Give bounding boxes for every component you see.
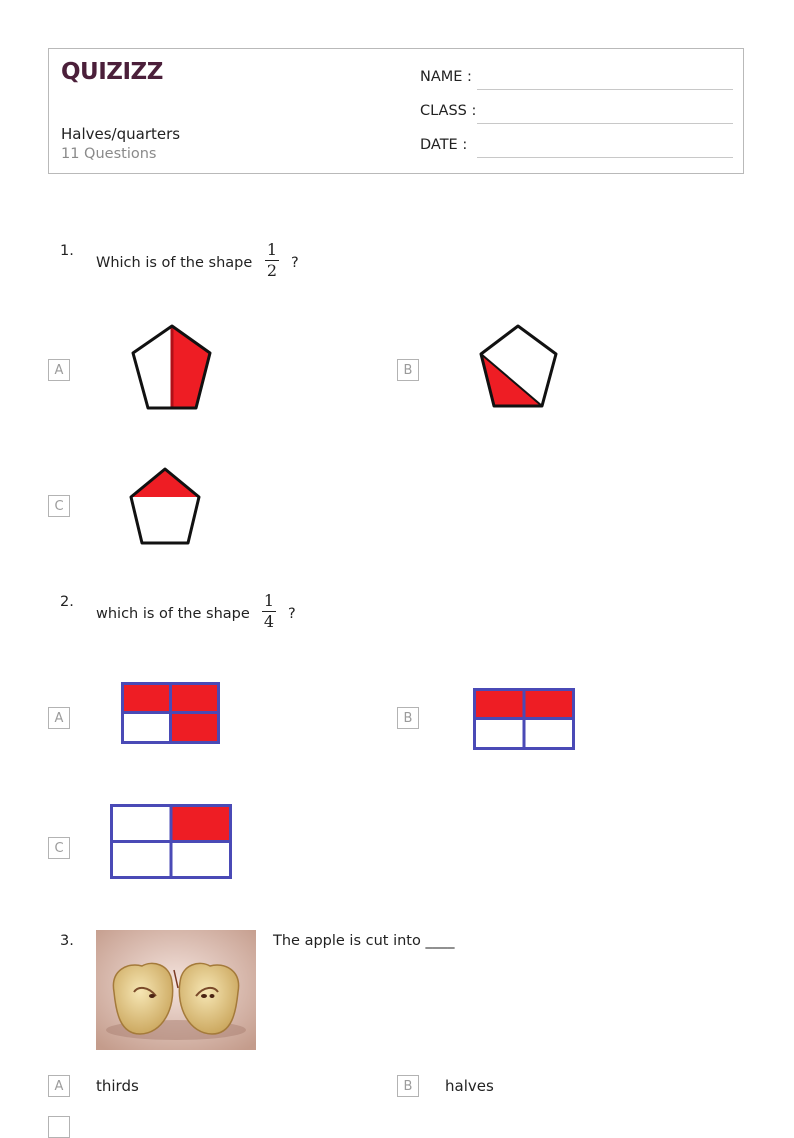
option-letter[interactable]: B — [397, 359, 419, 381]
option-letter[interactable]: C — [48, 837, 70, 859]
question-1-text: Which is of the shape — [96, 255, 253, 271]
question-2-number: 2. — [60, 594, 74, 610]
option-letter[interactable]: A — [48, 1075, 70, 1097]
fraction-denominator: 4 — [263, 612, 275, 631]
worksheet-header — [48, 48, 744, 174]
name-label: NAME : — [420, 69, 472, 85]
fraction-denominator: 2 — [266, 261, 278, 280]
question-3-number: 3. — [60, 933, 74, 949]
fraction-numerator: 1 — [263, 591, 275, 610]
option-letter[interactable]: B — [397, 707, 419, 729]
grid-three-quarters-shaded — [121, 682, 221, 744]
option-letter[interactable]: C — [48, 495, 70, 517]
grid-half-shaded — [473, 688, 575, 750]
date-label: DATE : — [420, 137, 468, 153]
class-line[interactable] — [477, 123, 733, 124]
date-line[interactable] — [477, 157, 733, 158]
pentagon-top-shaded — [128, 466, 202, 546]
pentagon-half-shaded — [130, 323, 214, 413]
question-3-text: The apple is cut into ____ — [273, 933, 455, 949]
option-letter[interactable]: A — [48, 359, 70, 381]
option-text[interactable]: halves — [445, 1077, 494, 1095]
option-letter-cutoff[interactable] — [48, 1116, 70, 1138]
pentagon-wedge-shaded — [477, 323, 561, 413]
worksheet-title: Halves/quarters — [61, 125, 181, 143]
option-text[interactable]: thirds — [96, 1077, 139, 1095]
quizizz-logo: QUIZIZZ — [61, 59, 163, 85]
question-1-number: 1. — [60, 243, 74, 259]
question-count: 11 Questions — [61, 146, 157, 162]
question-2-suffix: ? — [288, 606, 296, 622]
question-1-fraction — [265, 241, 279, 280]
option-letter[interactable]: A — [48, 707, 70, 729]
class-label: CLASS : — [420, 103, 477, 119]
grid-quarter-shaded — [110, 804, 232, 880]
question-2-fraction — [262, 592, 276, 631]
question-1-suffix: ? — [291, 255, 299, 271]
option-letter[interactable]: B — [397, 1075, 419, 1097]
fraction-numerator: 1 — [266, 240, 278, 259]
apple-halves-photo — [96, 930, 256, 1050]
name-line[interactable] — [477, 89, 733, 90]
question-2-text: which is of the shape — [96, 606, 250, 622]
